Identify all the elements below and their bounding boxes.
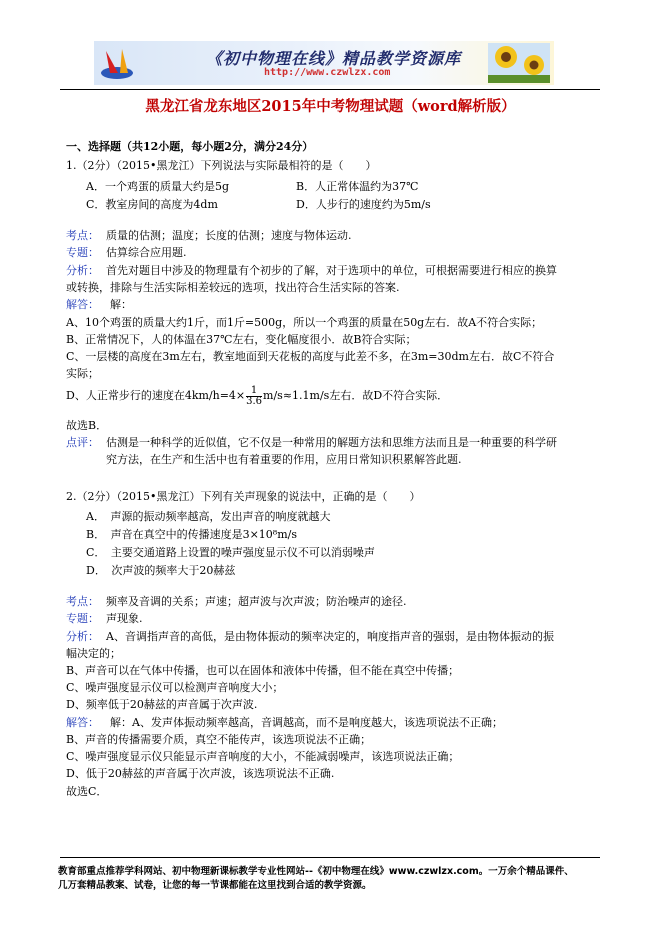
q1-option-b: B．人正常体温约为37℃ xyxy=(296,180,419,193)
document-title: 黑龙江省龙东地区2015年中考物理试题（word解析版） xyxy=(145,98,516,115)
q2-zhuanti: 声现象. xyxy=(106,612,143,625)
q1-answer-line-d xyxy=(66,384,448,410)
q2-option-d: D． 次声波的频率大于20赫兹 xyxy=(86,564,236,577)
section-heading: 一、选择题（共12小题，每小题2分，满分24分） xyxy=(66,140,314,153)
q1-option-d: D．人步行的速度约为5m/s xyxy=(296,198,431,211)
q1-stem: 1.（2分）（2015•黑龙江）下列说法与实际最相符的是（ ） xyxy=(66,159,377,172)
q1-jieda-head: 解： xyxy=(110,298,132,311)
q2-option-b: B． 声音在真空中的传播速度是3×10⁸m/s xyxy=(86,528,297,541)
q1-option-a: A．一个鸡蛋的质量大约是5g xyxy=(86,180,229,193)
fraction-denominator: 3.6 xyxy=(246,395,263,407)
q1-kaodian: 质量的估测；温度；长度的估测；速度与物体运动. xyxy=(106,229,352,242)
q2-fenxi-line: C、噪声强度显示仪可以检测声音响度大小； xyxy=(66,681,284,694)
q2-option-a: A． 声源的振动频率越高，发出声音的响度就越大 xyxy=(86,510,331,523)
banner-url: http://www.czwlzx.com xyxy=(264,67,391,78)
header-banner xyxy=(94,41,554,85)
q2-answer-line: B、声音的传播需要介质，真空不能传声，该选项说法不正确； xyxy=(66,733,372,746)
q1-zhuanti-label: 专题： xyxy=(66,246,99,259)
q1-answer-line: B、正常情况下，人的体温在37℃左右，变化幅度很小．故B符合实际； xyxy=(66,333,417,346)
q1-fenxi-line: 或转换，排除与生活实际相差较远的选项，找出符合生活实际的答案. xyxy=(66,281,400,294)
q1-d-prefix: D、人正常步行的速度在4km/h=4× xyxy=(66,389,246,402)
q1-option-c: C．教室房间的高度为4dm xyxy=(86,198,218,211)
q1-answer-line: 实际； xyxy=(66,367,99,380)
q2-conclusion: 故选C． xyxy=(66,785,108,798)
header-rule xyxy=(60,89,600,90)
q1-kaodian-label: 考点： xyxy=(66,229,99,242)
q1-fenxi-label: 分析： xyxy=(66,264,99,277)
q2-fenxi-label: 分析： xyxy=(66,630,99,643)
logo-icon xyxy=(98,45,136,81)
q1-zhuanti: 估算综合应用题. xyxy=(106,246,187,259)
q1-dianping-line: 究方法，在生产和生活中也有着重要的作用，应用日常知识积累解答此题. xyxy=(106,453,462,466)
fraction xyxy=(246,386,262,407)
q1-d-suffix: m/s≈1.1m/s左右．故D不符合实际． xyxy=(263,389,449,402)
q2-option-c: C． 主要交通道路上设置的噪声强度显示仪不可以消弱噪声 xyxy=(86,546,375,559)
banner-title: 《初中物理在线》精品教学资源库 xyxy=(206,49,462,68)
q1-fenxi-line: 首先对题目中涉及的物理量有个初步的了解，对于选项中的单位，可根据需要进行相应的换算 xyxy=(106,264,557,277)
q1-dianping-label: 点评： xyxy=(66,436,99,449)
footer-line: 几万套精品教案、试卷，让您的每一节课都能在这里找到合适的教学资源。 xyxy=(58,880,372,891)
q2-answer-line: D、低于20赫兹的声音属于次声波，该选项说法不正确. xyxy=(66,767,335,780)
q1-conclusion: 故选B． xyxy=(66,419,108,432)
q2-answer-line: C、噪声强度显示仪只能显示声音响度的大小，不能减弱噪声，该选项说法正确； xyxy=(66,750,460,763)
q2-jieda-first: 解：A、发声体振动频率越高，音调越高，而不是响度越大，该选项说法不正确； xyxy=(110,716,503,729)
q2-kaodian-label: 考点： xyxy=(66,595,99,608)
q1-answer-line: C、一层楼的高度在3m左右，教室地面到天花板的高度与此差不多，在3m=30dm左右．故C不符合 xyxy=(66,350,555,363)
q2-fenxi-line: A、音调指声音的高低，是由物体振动的频率决定的，响度指声音的强弱，是由物体振动的振 xyxy=(106,630,554,643)
fraction-numerator: 1 xyxy=(246,386,262,397)
footer-line: 教育部重点推荐学科网站、初中物理新课标教学专业性网站--《初中物理在线》www.czwlzx.com。一万余个精品课件、 xyxy=(58,866,574,877)
q2-fenxi-line: D、频率低于20赫兹的声音属于次声波. xyxy=(66,698,258,711)
q1-dianping-line: 估测是一种科学的近似值，它不仅是一种常用的解题方法和思维方法而且是一种重要的科学研 xyxy=(106,436,557,449)
q2-stem: 2.（2分）（2015•黑龙江）下列有关声现象的说法中，正确的是（ ） xyxy=(66,490,421,503)
q2-fenxi-line: 幅决定的； xyxy=(66,647,121,660)
q2-zhuanti-label: 专题： xyxy=(66,612,99,625)
q2-kaodian: 频率及音调的关系；声速；超声波与次声波；防治噪声的途径. xyxy=(106,595,407,608)
q2-jieda-label: 解答： xyxy=(66,716,99,729)
footer-rule xyxy=(60,857,600,858)
q1-jieda-label: 解答： xyxy=(66,298,99,311)
q1-answer-line: A、10个鸡蛋的质量大约1斤，而1斤=500g，所以一个鸡蛋的质量在50g左右．故A不符合实际； xyxy=(66,316,543,329)
sunflower-image xyxy=(488,43,550,83)
q2-fenxi-line: B、声音可以在气体中传播，也可以在固体和液体中传播，但不能在真空中传播； xyxy=(66,664,460,677)
